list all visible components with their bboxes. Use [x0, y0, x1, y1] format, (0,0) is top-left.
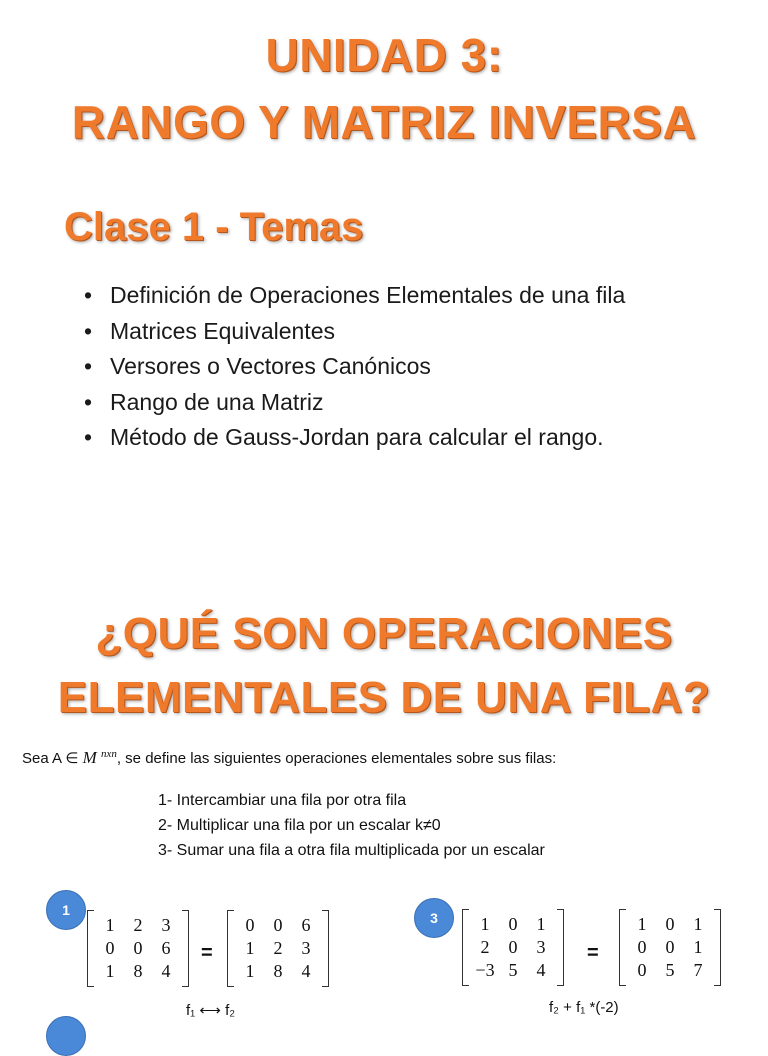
example-1-badge: 1 — [46, 890, 86, 930]
matrix-cell: 4 — [536, 960, 546, 980]
slide-1-subtitle: Clase 1 - Temas — [64, 205, 364, 249]
example-3-matrix-left — [462, 909, 564, 986]
operation-item: 1- Intercambiar una fila por otra fila — [158, 792, 407, 809]
matrix-cell: 6 — [161, 938, 171, 958]
matrix-cell: 0 — [105, 938, 115, 958]
bullet-icon: • — [84, 388, 93, 415]
example-1-matrix-right — [227, 910, 329, 987]
matrix-cell: 3 — [301, 938, 311, 958]
example-3-operation-note: f₂ + f₁ *(-2) — [549, 999, 619, 1016]
bullet-icon: • — [84, 282, 93, 308]
matrix-cell: 0 — [508, 914, 518, 934]
definition-intro — [22, 748, 556, 768]
slide-2-title-line-2: ELEMENTALES DE UNA FILA? — [57, 673, 711, 722]
matrix-cell: 6 — [301, 915, 311, 935]
matrix-cell: 1 — [693, 914, 703, 934]
bullet-icon: • — [84, 353, 93, 379]
topic-item-label: Rango de una Matriz — [110, 388, 324, 415]
topic-item — [84, 349, 625, 385]
matrix-cell: 2 — [480, 937, 490, 957]
matrix-cell: 0 — [273, 915, 283, 935]
topic-item-label: Método de Gauss-Jordan para calcular el rango. — [110, 424, 604, 450]
operation-item: 3- Sumar una fila a otra fila multiplicada por un escalar — [158, 842, 545, 859]
operations-list — [158, 788, 545, 863]
matrix-cell: 0 — [665, 937, 675, 957]
slide-2-title-line-1: ¿QUÉ SON OPERACIONES — [95, 609, 673, 658]
example-3-matrix-right — [619, 909, 721, 986]
matrix-cell: 1 — [105, 961, 115, 981]
intro-prefix: Sea A ∈ — [22, 750, 83, 767]
slide-1 — [0, 0, 768, 512]
matrix-cell: −3 — [475, 960, 495, 980]
matrix-cell: 1 — [245, 938, 255, 958]
topic-item — [84, 278, 625, 314]
matrix-cell: 4 — [161, 961, 171, 981]
topic-item — [84, 385, 625, 421]
topic-item-label: Matrices Equivalentes — [110, 317, 335, 344]
intro-suffix: , se define las siguientes operaciones elementales sobre sus filas: — [116, 750, 557, 767]
topic-item-label: Definición de Operaciones Elementales de una fila — [110, 282, 626, 308]
matrix-cell: 2 — [133, 915, 143, 935]
example-3-equals: = — [587, 942, 599, 964]
topic-item — [84, 420, 625, 456]
matrix-cell: 1 — [693, 937, 703, 957]
matrix-cell: 3 — [536, 937, 546, 957]
example-1-matrix-left — [87, 910, 189, 987]
matrix-cell: 0 — [133, 938, 143, 958]
matrix-cell: 5 — [665, 960, 675, 980]
bullet-icon: • — [84, 317, 93, 344]
topic-item-label: Versores o Vectores Canónicos — [110, 353, 431, 379]
matrix-cell: 0 — [637, 937, 647, 957]
matrix-cell: 4 — [301, 961, 311, 981]
slide-2 — [0, 512, 768, 1024]
matrix-cell: 0 — [508, 937, 518, 957]
matrix-cell: 1 — [105, 915, 115, 935]
slide-1-title-line-2: RANGO Y MATRIZ INVERSA — [71, 96, 697, 148]
topic-list — [84, 278, 625, 456]
matrix-cell: 1 — [637, 914, 647, 934]
operation-item: 2- Multiplicar una fila por un escalar k≠0 — [158, 817, 441, 834]
matrix-cell: 0 — [665, 914, 675, 934]
matrix-space-superscript: nxn — [100, 748, 117, 760]
matrix-cell: 8 — [273, 961, 283, 981]
example-2-badge-partial — [46, 1016, 86, 1056]
topic-item — [84, 314, 625, 350]
example-1-equals: = — [201, 942, 213, 964]
matrix-cell: 8 — [133, 961, 143, 981]
matrix-cell: 3 — [161, 915, 171, 935]
matrix-cell: 2 — [273, 938, 283, 958]
matrix-cell: 5 — [508, 960, 518, 980]
matrix-cell: 1 — [245, 961, 255, 981]
example-3-badge: 3 — [414, 898, 454, 938]
matrix-cell: 0 — [637, 960, 647, 980]
slide-1-title-line-1: UNIDAD 3: — [265, 29, 503, 81]
bullet-icon: • — [84, 424, 93, 450]
matrix-cell: 0 — [245, 915, 255, 935]
matrix-cell: 1 — [480, 914, 490, 934]
example-1-operation-note: f₁ ⟷ f₂ — [186, 1002, 236, 1019]
matrix-cell: 1 — [536, 914, 546, 934]
matrix-space-symbol: M — [82, 748, 97, 767]
matrix-cell: 7 — [693, 960, 703, 980]
